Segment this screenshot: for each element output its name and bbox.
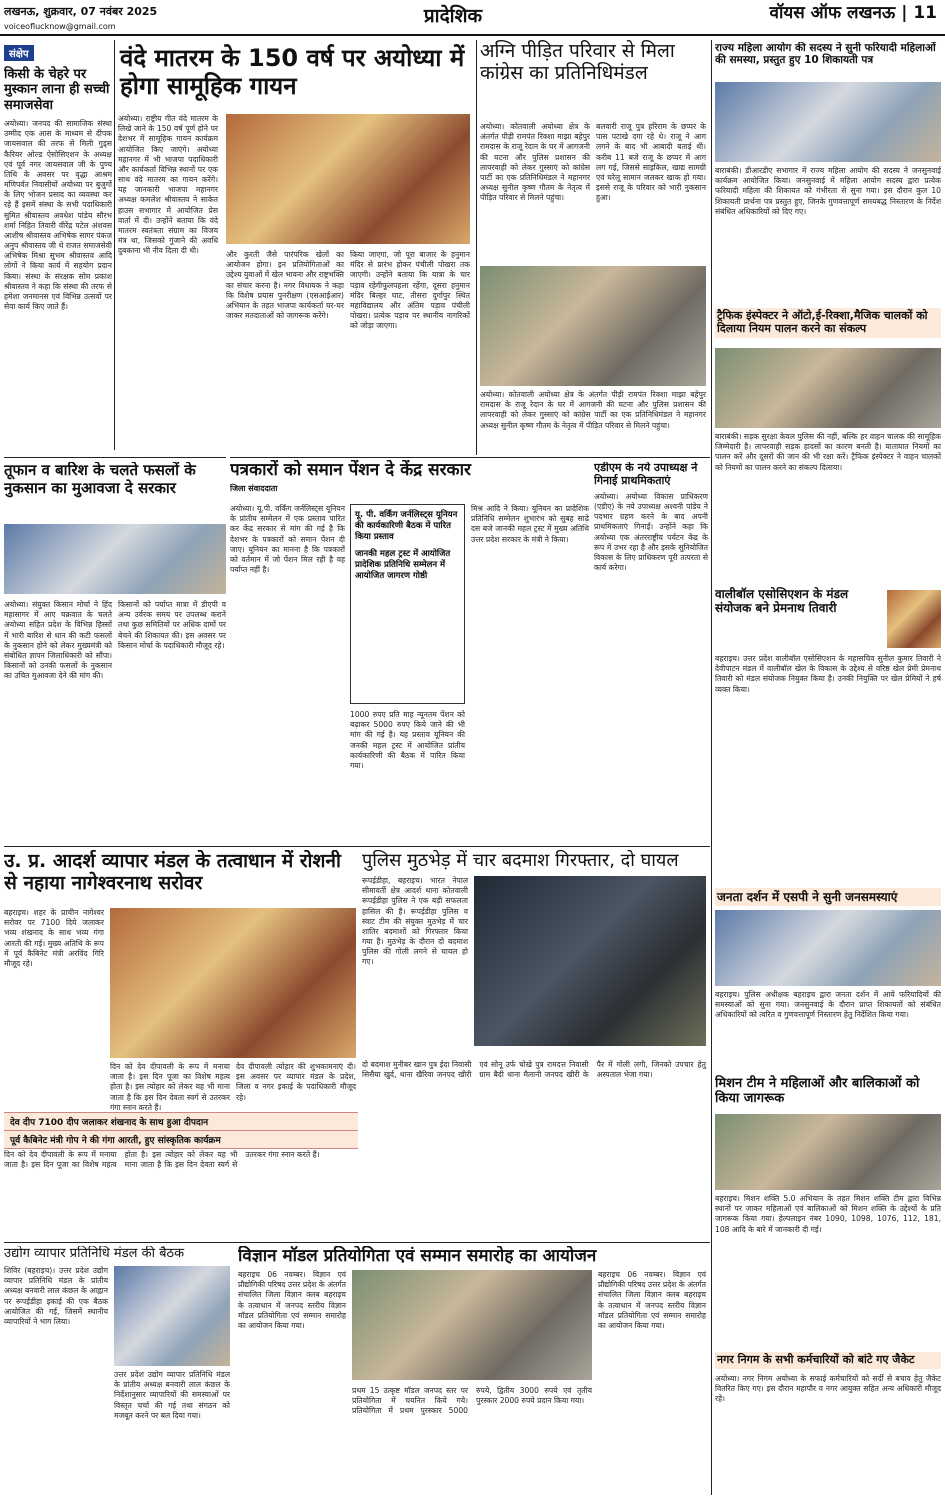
volleyball-headline: वालीबॉल एसोसिएशन के मंडल संयोजक बने प्रेमनाथ तिवारी [715,587,849,616]
science-body-2: प्रथम 15 उत्कृष्ट मॉडल जनपद स्तर पर प्रतियोगिता में चयनित किये गये। प्रतियोगिता में प्रथम पुरस्कार 5000 रुपये, द्वितीय 3000 रुपये एवं तृतीय पुरस्कार 2000 रुपये प्रदान किया गया। [352,1386,592,1416]
pension-article [230,460,590,845]
section-title: प्रादेशिक [423,5,483,27]
vande-body-1: अयोध्या। राष्ट्रीय गीत वंदे मातरम के लिखे जाने के 150 वर्ष पूर्ण होने पर देशभर में सामूहिक गायन कार्यक्रम आयोजित किए जाएंगे। अयोध्या महानगर में भी भाजपा पदाधिकारी और कार्यकर्ता विभिन्न स्थानों पर एक साथ वंदे मातरम का गायन करेंगे। यह जानकारी भाजपा महानगर अध्यक्ष कमलेश श्रीवास्तव ने साकेत हाउस सभागार में आयोजित प्रेस वार्ता में दी। उन्होंने बताया कि वंदे मातरम स्वतंत्रता संग्राम का विजय मंत्र था, जिसको गुंजाने की अवधि दुबकाना भी नीव दिला दी थी। [118,114,218,256]
masthead-rule [0,34,945,36]
crop-loss-body-2: किसानों को पर्याप्त मात्रा में डीएपी व अन्य उर्वरक समय पर उपलब्ध कराने तथा कुछ समितियों पर अधिक दामों पर बेचने की शिकायत की। इस अवसर पर किसान मोर्चा के पदाधिकारी मौजूद रहे। [118,600,226,650]
pension-body-3: मिश्र आदि ने किया। यूनियन का प्रादेशिक प्रतिनिधि सम्मेलन शुभारंभ को सुबह साढ़े दस बजे जानकी महल ट्रस्ट में मुख्य अतिथि उत्तर प्रदेश सरकार के मंत्री ने किया। [471,504,589,544]
pension-dateline: जिला संवाददाता [230,484,278,494]
mission-body: बहराइच। मिशन शक्ति 5.0 अभियान के तहत मिशन शक्ति टीम द्वारा विभिन्न स्थानों पर जाकर महिलाओं एवं बालिकाओं को मिशन शक्ति के उद्देश्यों के प्रति जागरूक किया गया। हेल्पलाइन नंबर 1090, 1098, 1076, 112, 181, 108 आदि के बारे में जानकारी दी गई। [715,1194,941,1234]
encounter-photo [474,876,706,1046]
police-body-2: दो बदमाश मुनीबर खान पुत्र ईदा निवासी सिसैया खुर्द, थाना खैरिवा जनपद खीरी एवं सोनू उर्फ चोखे पुत्र रामदत्त निवासी ग्राम बैदी थाना मैलानी जनपद खीरी के पैर में गोली लगी, जिनको उपचार हेतु अस्पताल भेजा गया। [362,1060,706,1080]
ada-body: अयोध्या। अयोध्या विकास प्राधिकरण (एडीए) के नये उपाध्यक्ष अश्वनी पांडेय ने पदभार ग्रहण करने के बाद अपनी प्राथमिकताएं गिनाईं। उन्होंने कहा कि अयोध्या एक अंतरराष्ट्रीय पर्यटन केंद्र के रूप में उभर रहा है और इसके सुनियोजित विकास के लिए प्राधिकरण पूरी तत्परता से कार्य करेगा। [594,491,708,573]
column-divider [476,40,477,455]
delegation-photo [480,266,706,386]
ada-article [594,462,708,842]
highlight-1: यू. पी. वर्किंग जर्नलिस्ट्स यूनियन की कार्यकारिणी बैठक में पारित किया प्रस्ताव [355,510,458,542]
paper-name: वॉयस ऑफ लखनऊ | 11 [769,3,937,23]
diya-lighting-photo [110,908,356,1058]
right-column [715,42,943,1497]
science-model-article [238,1246,708,1496]
janta-body: बहराइच। पुलिस अधीक्षक बहराइच द्वारा जनता दर्शन में आये फरियादियों की समस्याओं को सुना गया। जनसुनवाई के दौरान प्राप्त शिकायतों को संबंधित अधिकारियों को त्वरित व गुणवत्तापूर्ण निस्तारण हेतु निर्देशित किया गया। [715,990,941,1020]
sarovar-body-3: देव दीपावली त्योहार की शुभकामनाएं दी। इस अवसर पर व्यापार मंडल के प्रदेश, जिला व नगर इकाई के पदाधिकारी मौजूद रहे। [236,1062,356,1102]
vande-headline: वंदे मातरम के 150 वर्ष पर अयोध्या में होगा सामूहिक गायन [118,40,473,105]
traffic-body: बाराबंकी। सड़क सुरक्षा केवल पुलिस की नहीं, बल्कि हर वाहन चालक की सामूहिक जिम्मेदारी है। लापरवाही सड़क हादसों का कारण बनती है। यातायात नियमों का पालन करें और दूसरों की जान की भी रक्षा करें। ट्रैफिक इंस्पेक्टर ने वाहन चालकों को नियमों का पालन करने का संकल्प दिलाया। [715,432,941,472]
page-number: 11 [913,3,937,23]
samkshep-headline: किसी के चेहरे पर मुस्कान लाना ही सच्ची समाजसेवा [4,67,110,113]
janta-darshan-photo [715,910,941,986]
mission-photo [715,1114,941,1190]
samkshep-body: अयोध्या। जनपद की सामाजिक संस्था उम्मीद एक आस के माध्यम से दीपक जायसवाल की तरफ से मिली गुड्स कैरियर ओल्ड ऐसोसिएशन के अध्यक्ष एवं पूर्व नगर जायसवाल जी के पुण्य तिथि के अवसर पर वृद्धा आश्रम मणिपर्वत निवासीयों अयोध्या पर बुजुर्गो के लिए भोजन प्रसाद का व्यवस्था कर रहे हैं इसमें संस्था के सभी पदाधिकारी सुमित श्रीवास्तव अवधेश पांडेय सौरभ शर्मा निहित तिवारी वीरेंद्र पटेल अंशवस आशीष श्रीवास्तव अभिषेक सागर पंकज अनुप श्रीवास्तव जी थे राजत समाजसेवी अभिषेक मिश्रा सुभम श्रीवास्तव आदि लोगों ने किया कार्य में सहयोग प्रदान किया। संस्था के संरक्षक सोम प्रकाश श्रीवास्तव ने कहा कि संस्था की तरफ से हमेशा जनमानस एवं विभिन्न उत्सवों पर सेवा कार्य किए जाते हैं। [4,118,112,312]
crop-loss-headline: तूफान व बारिश के चलते फसलों के नुकसान का मुआवजा दे सरकार [4,462,196,497]
students-photo [352,1270,592,1380]
mission-headline: मिशन टीम ने महिलाओं और बालिकाओं को किया जागरूक [715,1076,920,1107]
nagar-headline: नगर निगम के सभी कर्मचारियों को बांटे गए जैकेट [715,1352,941,1369]
press-conference-photo [226,114,470,244]
science-headline: विज्ञान मॉडल प्रतियोगिता एवं सम्मान समारोह का आयोजन [238,1246,597,1266]
pension-body-1: अयोध्या। यू.पी. वर्किंग जर्नलिस्ट्स यूनियन के प्रांतीय सम्मेलन में एक प्रस्ताव पारित कर केंद्र सरकार से मांग की गई है कि देशभर के पत्रकारों को समान पेंशन दी जाए। यूनियन का मानना है कि पत्रकारों को वर्तमान में जो पेंशन मिल रही है वह पर्याप्त नहीं है। [230,504,345,575]
row-divider [4,1242,710,1243]
sarovar-article [4,850,358,1238]
samkshep-tag: संक्षेप [4,45,34,61]
vande-body-2: और कुरती जैसे पारंपरिक खेलों का आयोजन होगा। इन प्रतियोगिताओं का उद्देश्य युवाओं में खेल भावना और राष्ट्रभक्ति का संचार करना है। नगर विधायक ने कहा कि विशेष प्रयास पुनरीक्षण (एसआईआर) अभियान के तहत भाजपा कार्यकर्ता घर-घर जाकर मतदाताओं को जागरूक करेंगे। [226,250,344,321]
sarovar-body-2: दिन को देव दीपावली के रूप में मनाया जाता है। इस दिन पूजा का विशेष महत्व होता है। इस त्योहार को लेकर यह भी माना जाता है कि इस दिन देवता स्वर्ग से उतरकर गंगा स्नान करते हैं। [110,1062,230,1112]
fire-victim-article [480,40,708,455]
crop-loss-body-1: अयोध्या। संयुक्त किसान मोर्चा ने हिंद महासागर में आए चक्रवात के चलते अयोध्या सहित प्रदेश के विभिन्न हिस्सों में भारी बारिश से धान की कटी फसलों के नुकसान होने को लेकर मुख्यमंत्री को संबोधित ज्ञापन जिलाधिकारी को सौंपा। किसानों को उनकी फसलों के नुकसान का उचित मुआवजा देने की मांग की। [4,600,112,681]
science-body-1: बहराइच 06 नवम्बर। विज्ञान एवं प्रौद्योगिकी परिषद उत्तर प्रदेश के अंतर्गत संचालित जिला विज्ञान क्लब बहराइच के तत्वाधान में जनपद स्तरीय विज्ञान मॉडल प्रतियोगिता एवं सम्मान समारोह का आयोजन किया गया। [238,1270,346,1330]
pension-highlights [350,504,465,704]
portrait-photo [887,590,941,648]
police-encounter-article [362,850,708,1238]
traffic-photo [715,348,941,428]
date-line: लखनऊ, शुक्रवार, 07 नवंबर 2025 [4,5,158,18]
nagar-body: अयोध्या। नगर निगम अयोध्या के सफाई कर्मचारियों को सर्दी से बचाव हेतु जैकेट वितरित किए गए। इस दौरान महापौर व नगर आयुक्त सहित अन्य अधिकारी मौजूद रहे। [715,1374,941,1404]
column-divider [114,40,115,450]
mahila-hearing-photo [715,82,941,162]
udyog-body-1: शिविर (बहराइच)। उत्तर प्रदेश उद्योग व्यापार प्रतिनिधि मंडल के प्रांतीय अध्यक्ष बनवारी लाल कंछल के आह्वान पर रूपईडीहा इकाई की एक बैठक आयोजित की गई, जिसमें स्थानीय व्यापारियों ने भाग लिया। [4,1266,108,1326]
police-headline: पुलिस मुठभेड़ में चार बदमाश गिरफ्तार, दो घायल [362,850,679,871]
right-column-divider [711,40,712,1495]
contact-email: voiceoflucknow@gmail.com [4,22,116,31]
sarovar-headline: उ. प्र. आदर्श व्यापार मंडल के तत्वाधान में रोशनी से नहाया नागेश्वरनाथ सरोवर [4,850,341,895]
fire-body-3: अयोध्या। कोतवाली अयोध्या क्षेत्र के अंतर्गत पीड़ी रामपंत रिक्शा माझा बहेपुर रामदास के राजू रेदान के घर में आगजनी की घटना और पुलिस प्रशासन की लापरवाही को लेकर गुस्साएं को कांग्रेस पार्टी का एक प्रतिनिधिमंडल ने महानगर अध्यक्ष सुनील कृष्ण गौतम के नेतृत्व में पीड़ित परिवार से मिलने पहुंचा। [480,390,706,430]
police-body-1: रूपईडीहा, बहराइच। भारत नेपाल सीमावर्ती क्षेत्र आदर्श थाना कोतवाली रूपईडीहा पुलिस ने एक बड़ी सफलता हासिल की है। रूपईडीहा पुलिस व स्वाट टीम की संयुक्त मुठभेड़ में चार शातिर बदमाशों को गिरफ्तार किया गया है। मुठभेड़ के दौरान दो बदमाश पुलिस की गोली लगने से घायल हो गए। [362,876,468,967]
janta-headline: जनता दर्शन में एसपी ने सुनी जनसमस्याएं [715,888,941,906]
udyog-body-2: उत्तर प्रदेश उद्योग व्यापार प्रतिनिधि मंडल के प्रांतीय अध्यक्ष बनवारी लाल कंछल के निर्देशानुसार व्यापारियों की समस्याओं पर विस्तृत चर्चा की गई तथा संगठन को मजबूत करने पर बल दिया गया। [114,1370,230,1420]
bullet-2: पूर्व कैबिनेट मंत्री गोप ने की गंगा आरती, हुए सांस्कृतिक कार्यक्रम [4,1130,358,1149]
vande-mataram-article [118,40,473,455]
highlight-2: जानकी महल ट्रस्ट में आयोजित प्रादेशिक प्रतिनिधि सम्मेलन में आयोजित जागरण गोष्ठी [355,549,451,581]
traffic-headline: ट्रैफिक इंस्पेक्टर ने ऑटो,ई-रिक्शा,मैजिक चालकों को दिलाया नियम पालन करने का संकल्प [715,308,941,338]
sarovar-body-4: दिन को देव दीपावली के रूप में मनाया जाता है। इस दिन पूजा का विशेष महत्व होता है। इस त्योहार को लेकर यह भी माना जाता है कि इस दिन देवता स्वर्ग से उतरकर गंगा स्नान करते हैं। [4,1150,320,1170]
pension-headline: पत्रकारों को समान पेंशन दे केंद्र सरकार [230,460,471,480]
fire-headline: अग्नि पीड़ित परिवार से मिला कांग्रेस का प्रतिनिधिमंडल [480,40,675,85]
row-divider [4,457,226,458]
mahila-headline: राज्य महिला आयोग की सदस्य ने सुनी फरियादी महिलाओं की समस्या, प्रस्तुत हुए 10 शिकायती पत्र [715,42,936,67]
fire-body-2: बलवारी राजू पुत्र हरिराम के छप्पर के पास पटाखे दगा रहे थे। राजू ने आग लगने के बाद भी आबादी बताई थी। करीब 11 बजे राजू के छप्पर में आग लग गई, जिससे साइकिल, खाद्य सामग्री एवं घरेलू सामान जलकर खाक हो गया। इससे राजू के परिवार को भारी नुकसान हुआ। [596,122,706,203]
farmers-memorandum-photo [4,524,226,594]
mahila-body: बाराबंकी। डीआरडीए सभागार में राज्य महिला आयोग की सदस्य ने जनसुनवाई कार्यक्रम आयोजित किया। जनसुनवाई में महिला आयोग सदस्य द्वारा प्रत्येक फरियादी महिला की शिकायत को गंभीरता से सुना गया। इस दौरान कुल 10 शिकायती प्रार्थना पत्र प्रस्तुत हुए, जिनके गुणवत्तापूर्ण समयबद्ध निस्तारण के निर्देश संबंधित अधिकारियों को दिए गए। [715,166,941,216]
fire-body-1: अयोध्या। कोतवाली अयोध्या क्षेत्र के अंतर्गत पीड़ी रामपंत रिक्शा माझा बहेपुर रामदास के राजू रेदान के घर में आगजनी की घटना और पुलिस प्रशासन की लापरवाही को लेकर गुस्साएं को कांग्रेस पार्टी का एक प्रतिनिधिमंडल ने महानगर अध्यक्ष सुनील कृष्ण गौतम के नेतृत्व में पीड़ित परिवार से मिलने पहुंचा। [480,122,590,203]
pension-body-2: 1000 रुपए प्रति माह न्यूनतम पेंशन को बढ़ाकर 5000 रुपए किये जाने की भी मांग की गई है। यह प्रस्ताव यूनियन की जनकी महल ट्रस्ट में आयोजित प्रांतीय कार्यकारिणी की बैठक में पारित किया गया। [350,710,465,770]
bullet-1: देव दीप 7100 दीप जलाकर शंखनाद के साथ हुआ दीपदान [4,1112,358,1131]
row-divider [4,846,710,847]
udyog-headline: उद्योग व्यापार प्रतिनिधि मंडल की बैठक [4,1246,185,1261]
masthead-title: वॉयस ऑफ लखनऊ [769,3,896,23]
samkshep-block [4,42,112,452]
science-body-3: बहराइच 06 नवम्बर। विज्ञान एवं प्रौद्योगिकी परिषद उत्तर प्रदेश के अंतर्गत संचालित जिला विज्ञान क्लब बहराइच के तत्वाधान में जनपद स्तरीय विज्ञान मॉडल प्रतियोगिता एवं सम्मान समारोह का आयोजन किया गया। [598,1270,706,1330]
udyog-meeting-photo [114,1266,230,1366]
sarovar-body-1: बहराइच। शहर के प्राचीन नागेश्वर सरोवर पर 7100 दिये जलाकर भव्य शंखनाद के साथ भव्य गंगा आरती की गई। मुख्य अतिथि के रूप में पूर्व कैबिनेट मंत्री अरविंद गिरि मौजूद रहे। [4,908,104,968]
volleyball-body: बहराइच। उत्तर प्रदेश वालीबॉल एसोसिएशन के महासचिव सुनील कुमार तिवारी ने देवीपाटन मंडल में वालीबॉल खेल के विकास के उद्देश्य से वरिष्ठ खेल प्रेमी प्रेमनाथ तिवारी को मंडल संयोजक नियुक्त किया है। उनकी नियुक्ति पर खेल प्रेमियों ने हर्ष व्यक्त किया। [715,654,941,694]
vande-body-3: किया जाएगा, जो पूरा बाजार के हनुमान मंदिर से प्रारंभ होकर पंचीली पोखरा तक जाएगी। उन्होंने बताया कि यात्रा के चार पड़ाव रहेगीफूलपहला रहेंगा, दूसरा हनुमान मंदिर बिल्हर घाट, तीसरा दुर्गापुर स्थित महाविद्यालय और अंतिम पड़ाव पंचीली पोखरा। प्रत्येक पड़ाव पर स्थानीय नागरिकों को जोड़ा जाएगा। [350,250,470,331]
ada-headline: एडीएम के नये उपाध्यक्ष ने गिनाई प्राथमिकताएं [594,462,698,487]
udyog-article [4,1246,232,1496]
row-divider [230,457,710,458]
crop-loss-article [4,462,226,842]
